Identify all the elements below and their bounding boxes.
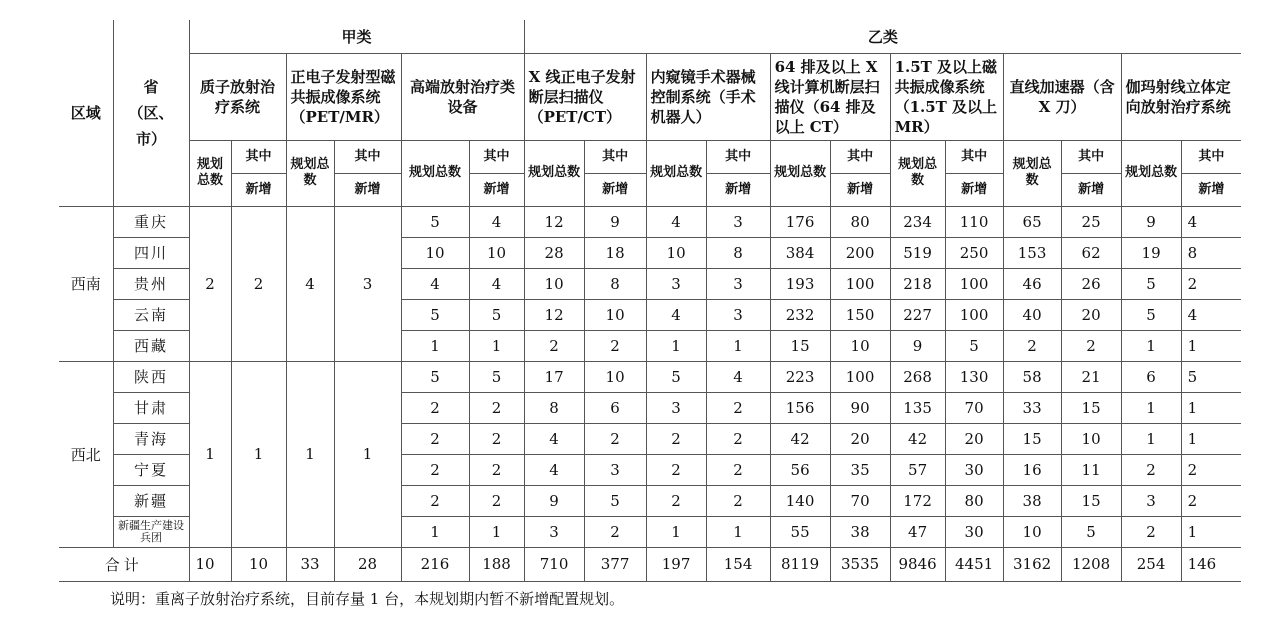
province-name: 青海 bbox=[113, 423, 189, 454]
category-gamma-knife: 伽玛射线立体定向放射治疗系统 bbox=[1121, 53, 1241, 140]
value-cell: 15 bbox=[1061, 485, 1121, 516]
value-cell: 2 bbox=[401, 454, 469, 485]
value-cell: 28 bbox=[524, 237, 584, 268]
value-cell: 10 bbox=[1003, 516, 1061, 547]
province-name: 四川 bbox=[113, 237, 189, 268]
value-cell: 2 bbox=[469, 454, 524, 485]
new-added-label: 新增 bbox=[1198, 181, 1225, 197]
value-cell: 4 bbox=[469, 206, 524, 237]
of-which-label: 其中 bbox=[1062, 141, 1121, 174]
total-cell: 216 bbox=[401, 547, 469, 581]
value-cell: 3 bbox=[706, 206, 770, 237]
value-cell: 193 bbox=[770, 268, 830, 299]
of-which-header bbox=[830, 140, 890, 206]
value-cell: 110 bbox=[945, 206, 1003, 237]
value-cell: 10 bbox=[524, 268, 584, 299]
value-cell: 5 bbox=[401, 361, 469, 392]
province-name: 新疆生产建设兵团 bbox=[113, 516, 189, 547]
value-cell: 3 bbox=[646, 268, 706, 299]
region-name: 西南 bbox=[59, 206, 113, 361]
value-cell: 9 bbox=[584, 206, 646, 237]
value-cell: 40 bbox=[1003, 299, 1061, 330]
value-cell: 2 bbox=[401, 392, 469, 423]
total-cell: 10 bbox=[231, 547, 286, 581]
value-cell: 2 bbox=[584, 516, 646, 547]
of-which-header bbox=[1061, 140, 1121, 206]
value-cell: 33 bbox=[1003, 392, 1061, 423]
value-cell: 4 bbox=[524, 454, 584, 485]
pet-mr-total-cell: 4 bbox=[286, 206, 334, 361]
value-cell: 58 bbox=[1003, 361, 1061, 392]
category-mr-1-5t: 1.5T 及以上磁共振成像系统（1.5T 及以上 MR） bbox=[890, 53, 1003, 140]
value-cell: 46 bbox=[1003, 268, 1061, 299]
province-name: 西藏 bbox=[113, 330, 189, 361]
of-which-label: 其中 bbox=[1182, 141, 1242, 174]
value-cell: 2 bbox=[1121, 454, 1181, 485]
of-which-label: 其中 bbox=[946, 141, 1003, 174]
value-cell: 10 bbox=[469, 237, 524, 268]
of-which-label: 其中 bbox=[470, 141, 524, 174]
province-name: 甘肃 bbox=[113, 392, 189, 423]
plan-total-header: 规划总数 bbox=[646, 140, 706, 206]
value-cell: 250 bbox=[945, 237, 1003, 268]
region-name: 西北 bbox=[59, 361, 113, 547]
of-which-header bbox=[945, 140, 1003, 206]
value-cell: 15 bbox=[770, 330, 830, 361]
new-added-label: 新增 bbox=[602, 181, 629, 197]
value-cell: 21 bbox=[1061, 361, 1121, 392]
value-cell: 1 bbox=[1181, 330, 1241, 361]
of-which-header bbox=[1181, 140, 1241, 206]
category-pet-ct: X 线正电子发射断层扫描仪（PET/CT） bbox=[524, 53, 646, 140]
value-cell: 1 bbox=[706, 330, 770, 361]
value-cell: 2 bbox=[1121, 516, 1181, 547]
value-cell: 9 bbox=[1121, 206, 1181, 237]
value-cell: 5 bbox=[401, 206, 469, 237]
value-cell: 1 bbox=[706, 516, 770, 547]
value-cell: 2 bbox=[401, 423, 469, 454]
value-cell: 70 bbox=[945, 392, 1003, 423]
value-cell: 100 bbox=[945, 299, 1003, 330]
value-cell: 5 bbox=[401, 299, 469, 330]
value-cell: 18 bbox=[584, 237, 646, 268]
value-cell: 2 bbox=[646, 485, 706, 516]
value-cell: 8 bbox=[706, 237, 770, 268]
value-cell: 9 bbox=[890, 330, 945, 361]
province-name: 云南 bbox=[113, 299, 189, 330]
plan-total-header: 规划总数 bbox=[770, 140, 830, 206]
value-cell: 5 bbox=[1121, 268, 1181, 299]
value-cell: 3 bbox=[1121, 485, 1181, 516]
value-cell: 234 bbox=[890, 206, 945, 237]
new-added-label: 新增 bbox=[354, 181, 381, 197]
value-cell: 1 bbox=[646, 516, 706, 547]
plan-total-header: 规划总数 bbox=[890, 140, 945, 206]
value-cell: 4 bbox=[646, 206, 706, 237]
category-surgical-robot: 内窥镜手术器械控制系统（手术机器人） bbox=[646, 53, 770, 140]
value-cell: 8 bbox=[584, 268, 646, 299]
total-cell: 154 bbox=[706, 547, 770, 581]
value-cell: 2 bbox=[1061, 330, 1121, 361]
value-cell: 140 bbox=[770, 485, 830, 516]
value-cell: 10 bbox=[584, 361, 646, 392]
value-cell: 47 bbox=[890, 516, 945, 547]
value-cell: 4 bbox=[469, 268, 524, 299]
province-name: 贵州 bbox=[113, 268, 189, 299]
value-cell: 5 bbox=[646, 361, 706, 392]
value-cell: 10 bbox=[1061, 423, 1121, 454]
value-cell: 232 bbox=[770, 299, 830, 330]
value-cell: 2 bbox=[401, 485, 469, 516]
new-added-label: 新增 bbox=[961, 181, 988, 197]
total-cell: 3162 bbox=[1003, 547, 1061, 581]
new-added-label: 新增 bbox=[725, 181, 752, 197]
value-cell: 17 bbox=[524, 361, 584, 392]
value-cell: 156 bbox=[770, 392, 830, 423]
province-name: 新疆 bbox=[113, 485, 189, 516]
value-cell: 70 bbox=[830, 485, 890, 516]
value-cell: 2 bbox=[584, 423, 646, 454]
value-cell: 8 bbox=[524, 392, 584, 423]
value-cell: 2 bbox=[1181, 268, 1241, 299]
category-pet-mr: 正电子发射型磁共振成像系统（PET/MR） bbox=[286, 53, 401, 140]
value-cell: 38 bbox=[1003, 485, 1061, 516]
new-added-label: 新增 bbox=[483, 181, 510, 197]
value-cell: 30 bbox=[945, 454, 1003, 485]
province-name: 宁夏 bbox=[113, 454, 189, 485]
value-cell: 130 bbox=[945, 361, 1003, 392]
value-cell: 65 bbox=[1003, 206, 1061, 237]
of-which-header bbox=[469, 140, 524, 206]
table-row bbox=[59, 361, 1241, 392]
value-cell: 9 bbox=[524, 485, 584, 516]
value-cell: 2 bbox=[469, 392, 524, 423]
value-cell: 200 bbox=[830, 237, 890, 268]
total-cell: 188 bbox=[469, 547, 524, 581]
of-which-label: 其中 bbox=[831, 141, 890, 174]
equipment-plan-table bbox=[59, 20, 1241, 582]
value-cell: 2 bbox=[469, 423, 524, 454]
value-cell: 1 bbox=[646, 330, 706, 361]
value-cell: 1 bbox=[1181, 516, 1241, 547]
value-cell: 42 bbox=[770, 423, 830, 454]
province-name: 重庆 bbox=[113, 206, 189, 237]
value-cell: 12 bbox=[524, 299, 584, 330]
value-cell: 2 bbox=[1181, 485, 1241, 516]
total-label: 合计 bbox=[59, 547, 189, 581]
total-row bbox=[59, 547, 1241, 581]
category-linear-accelerator: 直线加速器（含 X 刀） bbox=[1003, 53, 1121, 140]
total-cell: 254 bbox=[1121, 547, 1181, 581]
value-cell: 25 bbox=[1061, 206, 1121, 237]
value-cell: 8 bbox=[1181, 237, 1241, 268]
value-cell: 5 bbox=[584, 485, 646, 516]
value-cell: 10 bbox=[401, 237, 469, 268]
value-cell: 3 bbox=[584, 454, 646, 485]
proton-total-cell: 1 bbox=[189, 361, 231, 547]
value-cell: 38 bbox=[830, 516, 890, 547]
value-cell: 11 bbox=[1061, 454, 1121, 485]
of-which-header bbox=[706, 140, 770, 206]
category-proton: 质子放射治疗系统 bbox=[189, 53, 286, 140]
value-cell: 100 bbox=[945, 268, 1003, 299]
value-cell: 1 bbox=[401, 516, 469, 547]
total-cell: 197 bbox=[646, 547, 706, 581]
category-high-end-radiotherapy: 高端放射治疗类设备 bbox=[401, 53, 524, 140]
new-added-label: 新增 bbox=[1078, 181, 1105, 197]
total-cell: 4451 bbox=[945, 547, 1003, 581]
value-cell: 10 bbox=[646, 237, 706, 268]
value-cell: 2 bbox=[706, 485, 770, 516]
new-added-label: 新增 bbox=[245, 181, 272, 197]
value-cell: 3 bbox=[706, 299, 770, 330]
total-cell: 1208 bbox=[1061, 547, 1121, 581]
value-cell: 5 bbox=[1181, 361, 1241, 392]
value-cell: 100 bbox=[830, 268, 890, 299]
table-row bbox=[59, 206, 1241, 237]
value-cell: 2 bbox=[706, 423, 770, 454]
province-header: 省（区、市） bbox=[113, 20, 189, 206]
value-cell: 135 bbox=[890, 392, 945, 423]
value-cell: 172 bbox=[890, 485, 945, 516]
value-cell: 19 bbox=[1121, 237, 1181, 268]
plan-total-header: 规划总数 bbox=[524, 140, 584, 206]
total-cell: 710 bbox=[524, 547, 584, 581]
value-cell: 2 bbox=[1181, 454, 1241, 485]
pet-mr-new-cell: 1 bbox=[334, 361, 401, 547]
value-cell: 26 bbox=[1061, 268, 1121, 299]
value-cell: 218 bbox=[890, 268, 945, 299]
value-cell: 10 bbox=[830, 330, 890, 361]
value-cell: 57 bbox=[890, 454, 945, 485]
plan-total-header: 规划总数 bbox=[1121, 140, 1181, 206]
plan-total-header: 规划总数 bbox=[189, 140, 231, 206]
of-which-label: 其中 bbox=[585, 141, 646, 174]
new-added-label: 新增 bbox=[847, 181, 874, 197]
value-cell: 90 bbox=[830, 392, 890, 423]
of-which-label: 其中 bbox=[232, 141, 286, 174]
value-cell: 15 bbox=[1003, 423, 1061, 454]
province-name: 陕西 bbox=[113, 361, 189, 392]
value-cell: 2 bbox=[524, 330, 584, 361]
value-cell: 35 bbox=[830, 454, 890, 485]
of-which-header bbox=[584, 140, 646, 206]
value-cell: 20 bbox=[1061, 299, 1121, 330]
value-cell: 1 bbox=[1121, 423, 1181, 454]
pet-mr-total-cell: 1 bbox=[286, 361, 334, 547]
value-cell: 2 bbox=[646, 423, 706, 454]
value-cell: 2 bbox=[706, 454, 770, 485]
value-cell: 176 bbox=[770, 206, 830, 237]
value-cell: 4 bbox=[401, 268, 469, 299]
of-which-header bbox=[334, 140, 401, 206]
value-cell: 150 bbox=[830, 299, 890, 330]
group-b-header: 乙类 bbox=[524, 20, 1241, 53]
proton-total-cell: 2 bbox=[189, 206, 231, 361]
value-cell: 153 bbox=[1003, 237, 1061, 268]
value-cell: 12 bbox=[524, 206, 584, 237]
total-cell: 146 bbox=[1181, 547, 1241, 581]
pet-mr-new-cell: 3 bbox=[334, 206, 401, 361]
proton-new-cell: 1 bbox=[231, 361, 286, 547]
value-cell: 5 bbox=[1121, 299, 1181, 330]
value-cell: 80 bbox=[945, 485, 1003, 516]
value-cell: 268 bbox=[890, 361, 945, 392]
total-cell: 9846 bbox=[890, 547, 945, 581]
plan-total-header: 规划总数 bbox=[401, 140, 469, 206]
value-cell: 56 bbox=[770, 454, 830, 485]
total-cell: 33 bbox=[286, 547, 334, 581]
value-cell: 1 bbox=[1121, 330, 1181, 361]
value-cell: 4 bbox=[1181, 299, 1241, 330]
value-cell: 1 bbox=[1181, 423, 1241, 454]
value-cell: 223 bbox=[770, 361, 830, 392]
value-cell: 3 bbox=[524, 516, 584, 547]
value-cell: 15 bbox=[1061, 392, 1121, 423]
total-cell: 3535 bbox=[830, 547, 890, 581]
value-cell: 42 bbox=[890, 423, 945, 454]
plan-total-header: 规划总数 bbox=[1003, 140, 1061, 206]
value-cell: 227 bbox=[890, 299, 945, 330]
value-cell: 6 bbox=[584, 392, 646, 423]
value-cell: 2 bbox=[469, 485, 524, 516]
value-cell: 1 bbox=[469, 330, 524, 361]
group-a-header: 甲类 bbox=[189, 20, 524, 53]
value-cell: 55 bbox=[770, 516, 830, 547]
footnote: 说明：重离子放射治疗系统，目前存量 1 台，本规划期内暂不新增配置规划。 bbox=[110, 590, 625, 608]
value-cell: 384 bbox=[770, 237, 830, 268]
value-cell: 4 bbox=[706, 361, 770, 392]
value-cell: 10 bbox=[584, 299, 646, 330]
value-cell: 30 bbox=[945, 516, 1003, 547]
value-cell: 16 bbox=[1003, 454, 1061, 485]
value-cell: 2 bbox=[584, 330, 646, 361]
value-cell: 5 bbox=[469, 299, 524, 330]
value-cell: 4 bbox=[646, 299, 706, 330]
equipment-plan-table-wrapper bbox=[59, 20, 1241, 582]
value-cell: 5 bbox=[469, 361, 524, 392]
of-which-label: 其中 bbox=[707, 141, 770, 174]
value-cell: 100 bbox=[830, 361, 890, 392]
value-cell: 2 bbox=[1003, 330, 1061, 361]
value-cell: 3 bbox=[706, 268, 770, 299]
value-cell: 4 bbox=[1181, 206, 1241, 237]
total-cell: 28 bbox=[334, 547, 401, 581]
value-cell: 4 bbox=[524, 423, 584, 454]
value-cell: 5 bbox=[945, 330, 1003, 361]
of-which-header bbox=[231, 140, 286, 206]
value-cell: 2 bbox=[706, 392, 770, 423]
value-cell: 20 bbox=[945, 423, 1003, 454]
total-cell: 377 bbox=[584, 547, 646, 581]
value-cell: 1 bbox=[469, 516, 524, 547]
value-cell: 6 bbox=[1121, 361, 1181, 392]
value-cell: 62 bbox=[1061, 237, 1121, 268]
total-cell: 8119 bbox=[770, 547, 830, 581]
value-cell: 1 bbox=[1181, 392, 1241, 423]
value-cell: 519 bbox=[890, 237, 945, 268]
region-header: 区域 bbox=[59, 20, 113, 206]
proton-new-cell: 2 bbox=[231, 206, 286, 361]
plan-total-header: 规划总数 bbox=[286, 140, 334, 206]
category-ct-64: 64 排及以上 X 线计算机断层扫描仪（64 排及以上 CT） bbox=[770, 53, 890, 140]
value-cell: 2 bbox=[646, 454, 706, 485]
of-which-label: 其中 bbox=[335, 141, 401, 174]
value-cell: 5 bbox=[1061, 516, 1121, 547]
value-cell: 3 bbox=[646, 392, 706, 423]
total-cell: 10 bbox=[189, 547, 231, 581]
value-cell: 1 bbox=[401, 330, 469, 361]
value-cell: 20 bbox=[830, 423, 890, 454]
value-cell: 80 bbox=[830, 206, 890, 237]
value-cell: 1 bbox=[1121, 392, 1181, 423]
